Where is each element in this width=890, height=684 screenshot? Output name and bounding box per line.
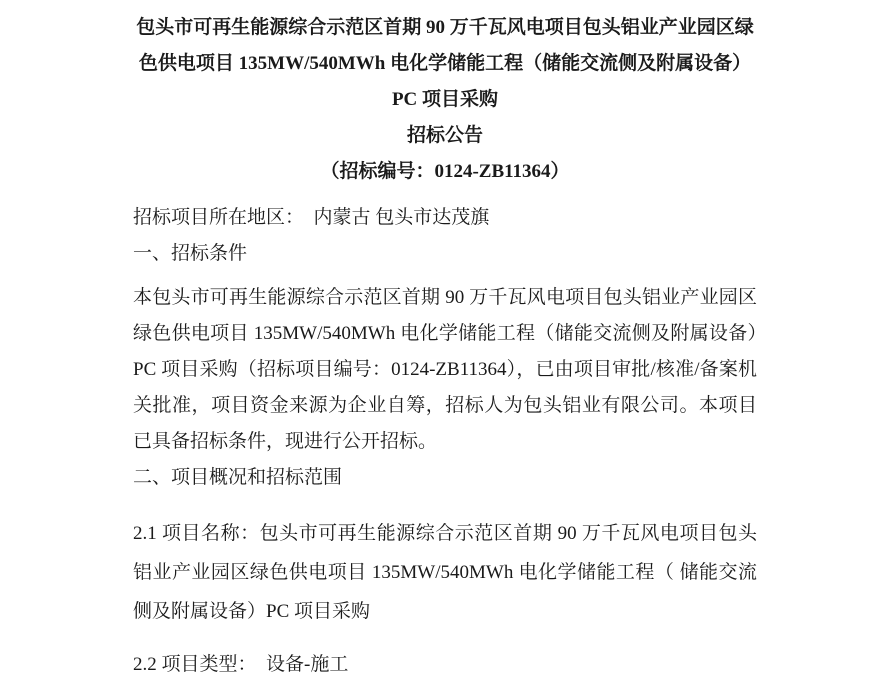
document-subtitle: 招标公告 xyxy=(406,125,483,146)
item-2-2-project-type: 2.2 项目类型： 设备-施工 xyxy=(133,654,349,675)
tender-number-line: （招标编号：0124-ZB11364） xyxy=(320,161,570,182)
section-1-paragraph: 本包头市可再生能源综合示范区首期 90 万千瓦风电项目包头铝业产业园区绿色供电项目 135MW/540MWh 电化学储能工程（储能交流侧及附属设备）PC 项目采购（招标项目编号：0124-ZB11364），已由项目审批/核准/备案机关批准，项目资金来源为企业自筹，招标人为包头铝业有限公司。本项目已具备招标条件，现进行公开招标。 xyxy=(133,287,757,452)
section-1-heading: 一、招标条件 xyxy=(133,243,248,264)
project-region-line: 招标项目所在地区： 内蒙古 包头市达茂旗 xyxy=(133,207,490,228)
item-2-1-project-name: 2.1 项目名称：包头市可再生能源综合示范区首期 90 万千瓦风电项目包头铝业产业园区绿色供电项目 135MW/540MWh 电化学储能工程（ 储能交流侧及附属设备）PC 项目采购 xyxy=(133,523,757,622)
document-title: 包头市可再生能源综合示范区首期 90 万千瓦风电项目包头铝业产业园区绿色供电项目 135MW/540MWh 电化学储能工程（储能交流侧及附属设备）PC 项目采购 xyxy=(136,17,754,110)
section-2-heading: 二、项目概况和招标范围 xyxy=(133,467,343,488)
